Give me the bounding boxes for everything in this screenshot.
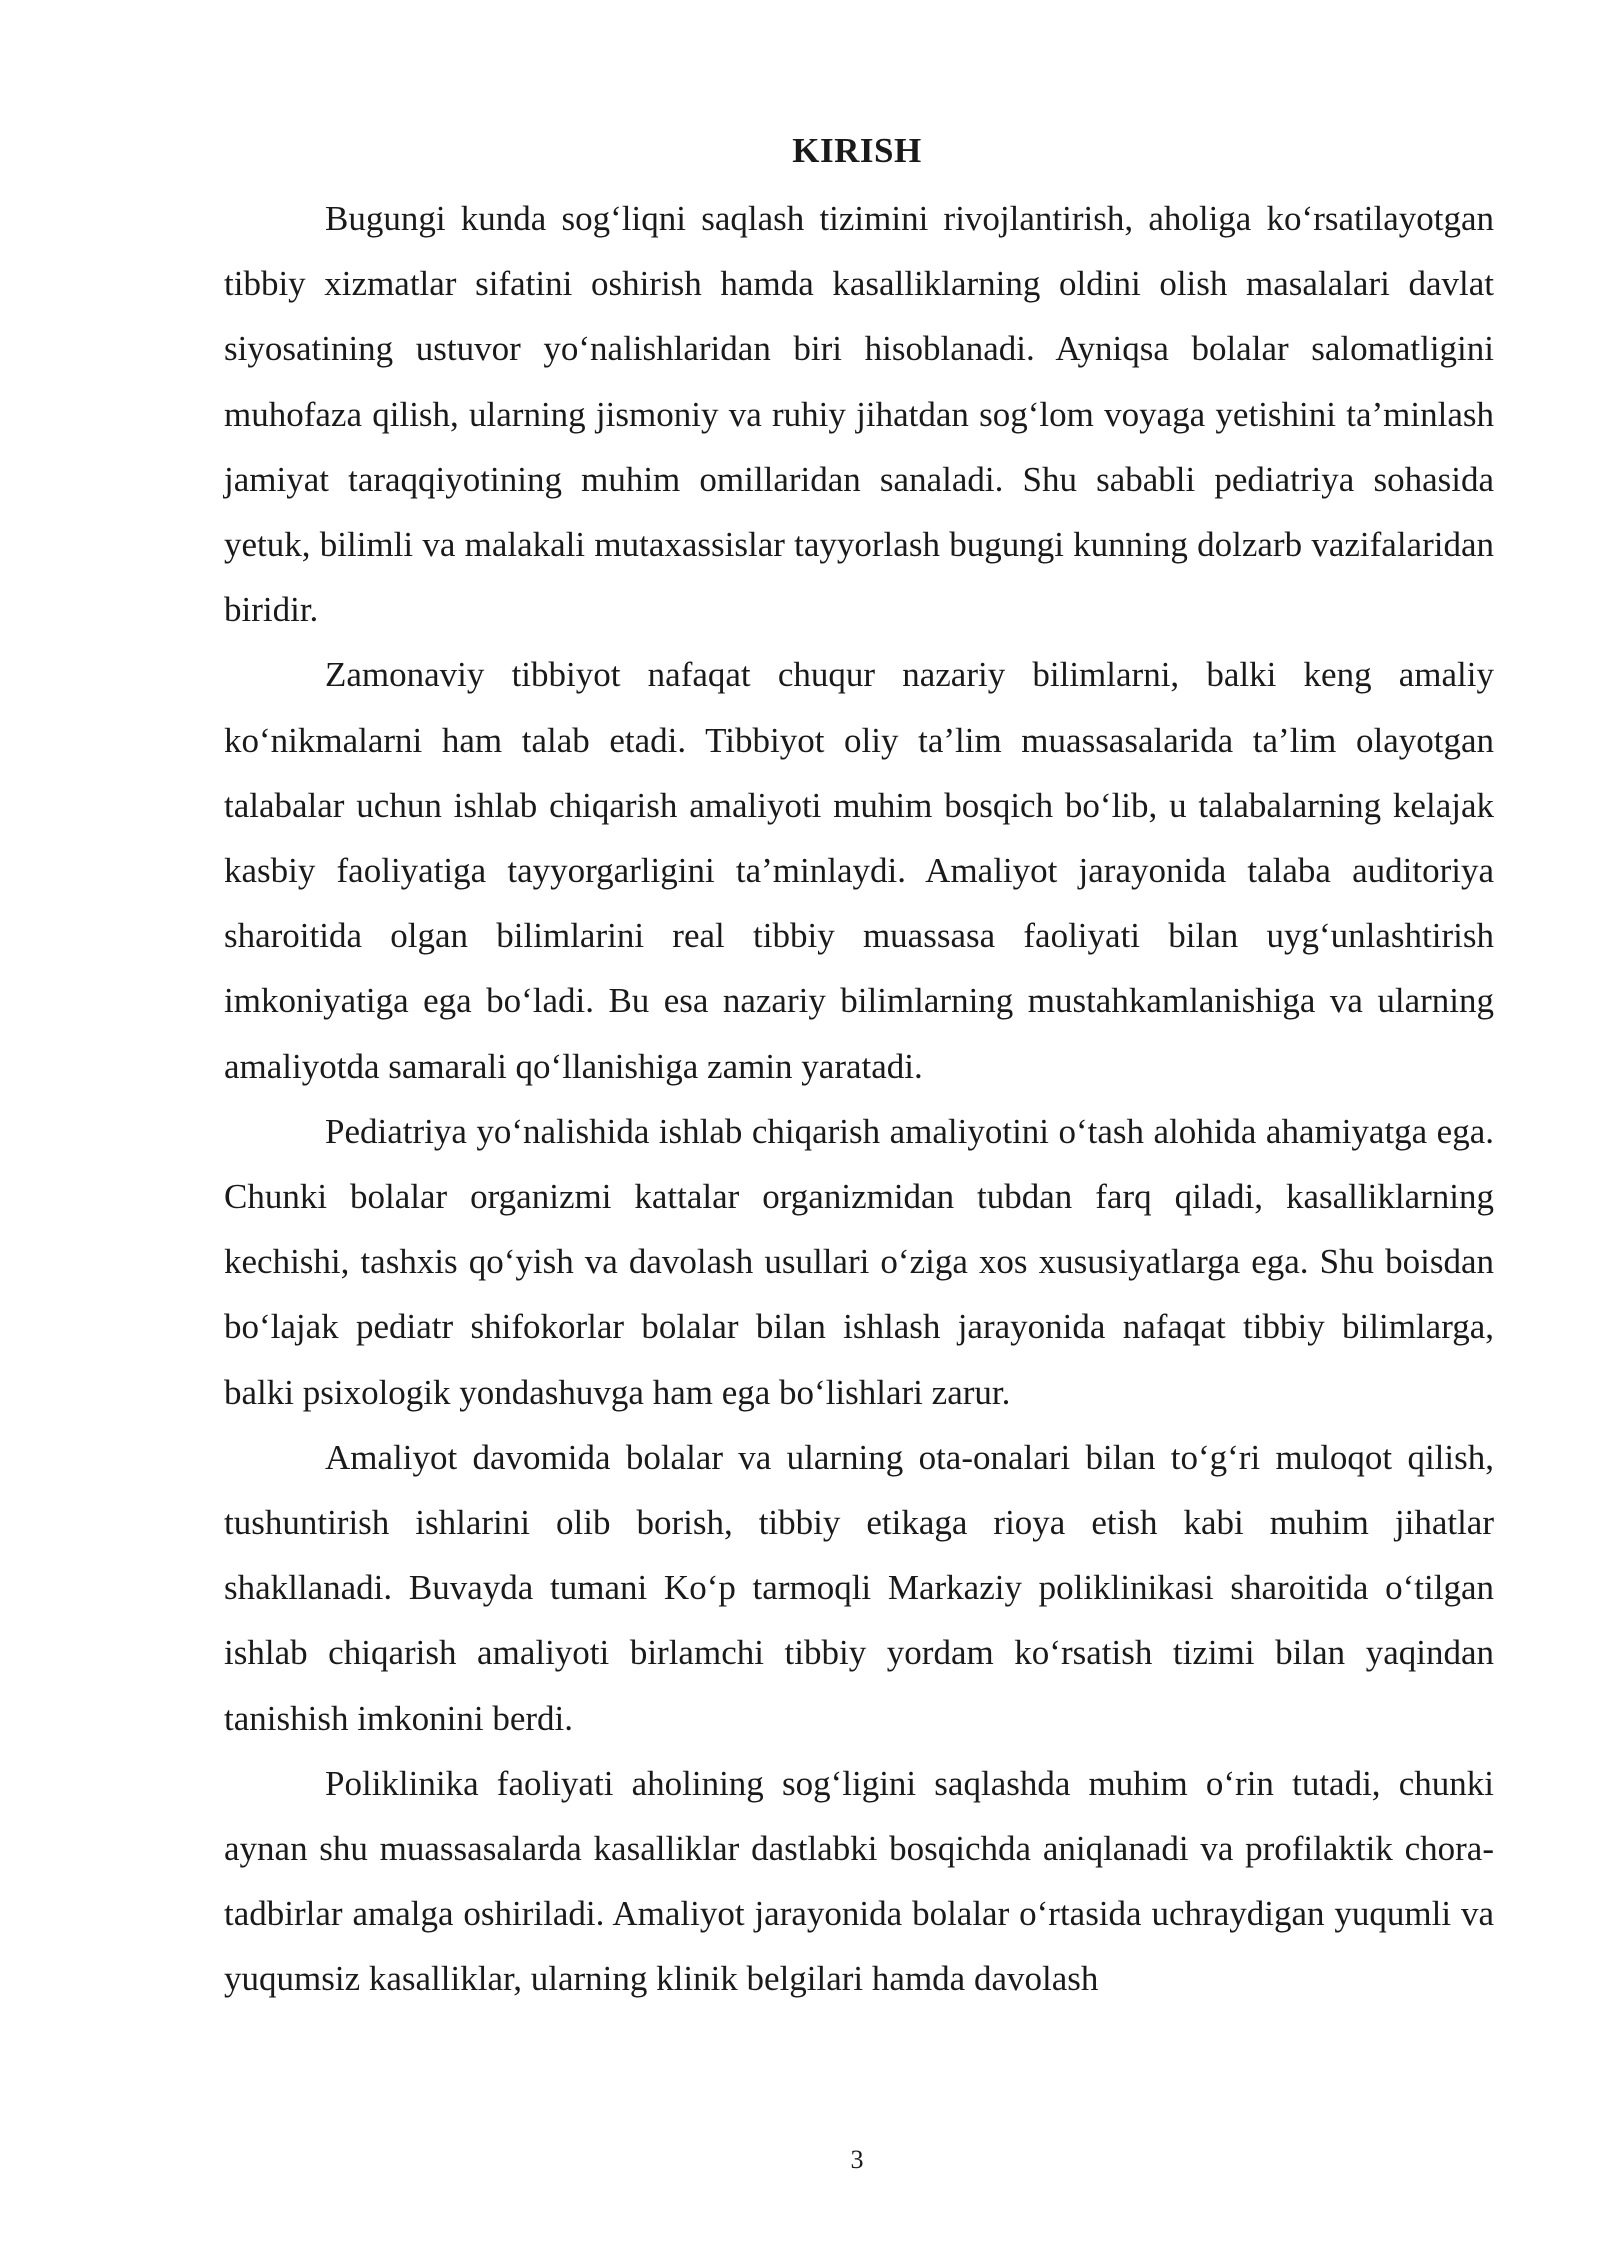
paragraph-5: Poliklinika faoliyati aholining sog‘ligini saqlashda muhim o‘rin tutadi, chunki aynan shu muassasalarda kasalliklar dastlabki bosqichda aniqlanadi va profilaktik chora-tadbirlar amalga oshiriladi. Amaliyot jarayonida bolalar o‘rtasida uchraydigan yuqumli va yuqumsiz kasalliklar, ularning klinik belgilari hamda davolash (224, 1763, 1494, 1999)
paragraph-2: Zamonaviy tibbiyot nafaqat chuqur nazariy bilimlarni, balki keng amaliy ko‘nikmalarni ham talab etadi. Tibbiyot oliy ta’lim muassasalarida ta’lim olayotgan talabalar uchun ishlab chiqarish amaliyoti muhim bosqich bo‘lib, u talabalarning kelajak kasbiy faoliyatiga tayyorgarligini ta’minlaydi. Amaliyot jarayonida talaba auditoriya sharoitida olgan bilimlarini real tibbiy muassasa faoliyati bilan uyg‘unlashtirish imkoniyatiga ega bo‘ladi. Bu esa nazariy bilimlarning mustahkamlanishiga va ularning amaliyotda samarali qo‘llanishiga zamin yaratadi. (224, 655, 1494, 1086)
page-title: KIRISH (792, 131, 922, 170)
paragraph-1: Bugungi kunda sog‘liqni saqlash tizimini rivojlantirish, aholiga ko‘rsatilayotgan tibbiy xizmatlar sifatini oshirish hamda kasalliklarning oldini olish masalalari davlat siyosatining ustuvor yo‘nalishlaridan biri hisoblanadi. Ayniqsa bolalar salomatligini muhofaza qilish, ularning jismoniy va ruhiy jihatdan sog‘lom voyaga yetishini ta’minlash jamiyat taraqqiyotining muhim omillaridan sanaladi. Shu sababli pediatriya sohasida yetuk, bilimli va malakali mutaxassislar tayyorlash bugungi kunning dolzarb vazifalaridan biridir. (224, 199, 1494, 630)
page-number: 3 (850, 2145, 864, 2174)
paragraph-4: Amaliyot davomida bolalar va ularning ota-onalari bilan to‘g‘ri muloqot qilish, tushuntirish ishlarini olib borish, tibbiy etikaga rioya etish kabi muhim jihatlar shakllanadi. Buvayda tumani Ko‘p tarmoqli Markaziy poliklinikasi sharoitida o‘tilgan ishlab chiqarish amaliyoti birlamchi tibbiy yordam ko‘rsatish tizimi bilan yaqindan tanishish imkonini berdi. (224, 1437, 1494, 1738)
paragraph-3: Pediatriya yo‘nalishida ishlab chiqarish amaliyotini o‘tash alohida ahamiyatga ega. Chunki bolalar organizmi kattalar organizmidan tubdan farq qiladi, kasalliklarning kechishi, tashxis qo‘yish va davolash usullari o‘ziga xos xususiyatlarga ega. Shu boisdan bo‘lajak pediatr shifokorlar bolalar bilan ishlash jarayonida nafaqat tibbiy bilimlarga, balki psixologik yondashuvga ham ega bo‘lishlari zarur. (224, 1111, 1494, 1412)
body-text (224, 186, 1494, 2012)
